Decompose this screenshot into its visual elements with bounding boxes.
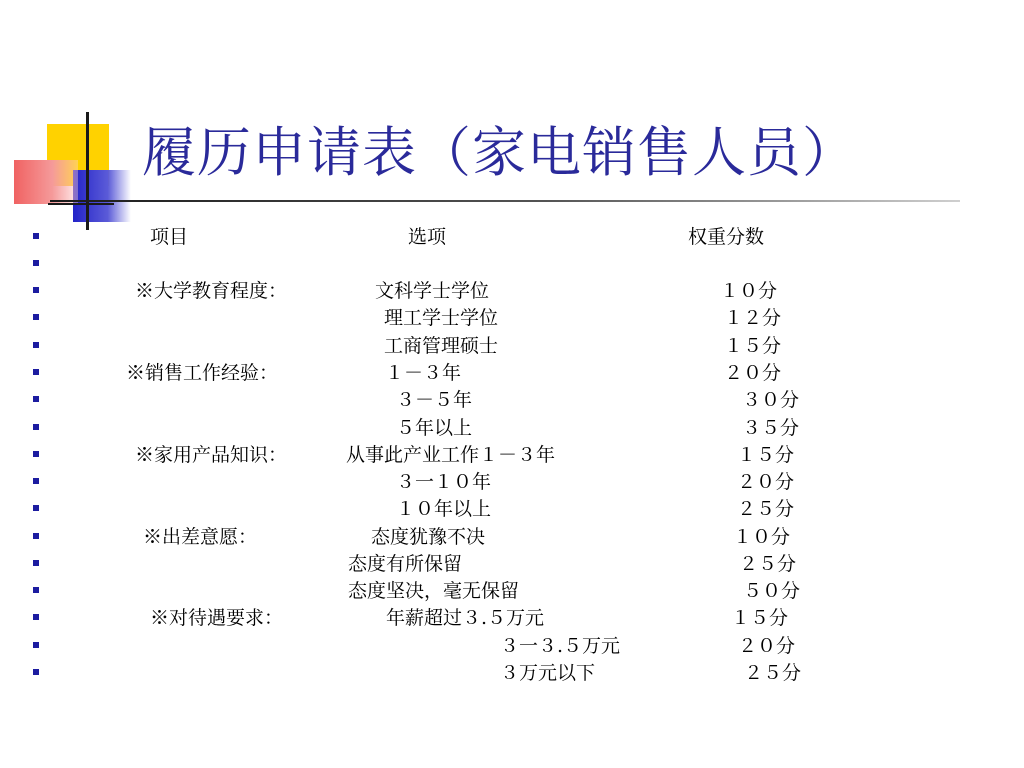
row-score: ３０分 (742, 389, 800, 411)
row-score: ２５分 (744, 662, 802, 684)
deco-horizontal-line (48, 203, 114, 205)
table-row (0, 496, 1024, 523)
table-row (0, 251, 1024, 278)
row-item: ※对待遇要求： (150, 607, 284, 629)
bullet-icon (33, 533, 39, 539)
table-row (0, 578, 1024, 605)
table-row (0, 360, 1024, 387)
row-option: 从事此产业工作１－３年 (346, 444, 556, 466)
bullet-icon (33, 369, 39, 375)
bullet-icon (33, 260, 39, 266)
table-row (0, 551, 1024, 578)
row-option: 文科学士学位 (375, 280, 490, 302)
table-row (0, 278, 1024, 305)
deco-vertical-line (86, 112, 89, 230)
row-item: ※出差意愿： (143, 526, 258, 548)
row-option: ３万元以下 (500, 662, 596, 684)
table-row (0, 387, 1024, 414)
bullet-icon (33, 396, 39, 402)
row-score: １２分 (724, 307, 782, 329)
table-row (0, 605, 1024, 632)
table-row (0, 524, 1024, 551)
bullet-icon (33, 478, 39, 484)
row-score: ２５分 (737, 498, 795, 520)
bullet-icon (33, 287, 39, 293)
bullet-icon (33, 669, 39, 675)
row-option: 理工学士学位 (384, 307, 499, 329)
row-score: １５分 (724, 335, 782, 357)
deco-red-square (14, 160, 78, 204)
row-score: ２０分 (738, 635, 796, 657)
row-option: 态度犹豫不决 (371, 526, 486, 548)
row-option: ３一１０年 (396, 471, 492, 493)
header-option: 选项 (408, 226, 447, 248)
bullet-icon (33, 342, 39, 348)
row-option: １－３年 (385, 362, 462, 384)
bullet-icon (33, 314, 39, 320)
table-row (0, 469, 1024, 496)
bullet-icon (33, 505, 39, 511)
row-item: ※大学教育程度： (135, 280, 288, 302)
row-item: ※家用产品知识： (135, 444, 288, 466)
row-option: ３一３.５万元 (500, 635, 621, 657)
row-score: ３５分 (742, 417, 800, 439)
row-option: 态度坚决，毫无保留 (348, 580, 520, 602)
row-item: ※销售工作经验： (126, 362, 279, 384)
bullet-icon (33, 233, 39, 239)
table-row (0, 305, 1024, 332)
row-option: ３－５年 (396, 389, 473, 411)
row-score: ２０分 (737, 471, 795, 493)
bullet-icon (33, 642, 39, 648)
bullet-icon (33, 614, 39, 620)
row-score: ２５分 (739, 553, 797, 575)
table-row (0, 660, 1024, 687)
row-score: １５分 (737, 444, 795, 466)
table-row (0, 415, 1024, 442)
bullet-icon (33, 424, 39, 430)
page-title: 履历申请表（家电销售人员） (142, 121, 857, 184)
title-underline (50, 200, 960, 202)
row-score: ５０分 (743, 580, 801, 602)
bullet-icon (33, 560, 39, 566)
row-option: 工商管理硕士 (384, 335, 499, 357)
bullet-icon (33, 451, 39, 457)
row-score: １０分 (720, 280, 778, 302)
table-row (0, 633, 1024, 660)
header-score: 权重分数 (688, 226, 765, 248)
row-option: 年薪超过３.５万元 (386, 607, 545, 629)
row-score: １５分 (731, 607, 789, 629)
bullet-icon (33, 587, 39, 593)
row-score: １０分 (733, 526, 791, 548)
row-option: ５年以上 (396, 417, 473, 439)
header-item: 项目 (150, 226, 189, 248)
table-row (0, 442, 1024, 469)
row-option: １０年以上 (396, 498, 492, 520)
table-row (0, 333, 1024, 360)
row-score: ２０分 (724, 362, 782, 384)
header-row (0, 224, 1024, 251)
deco-blue-square (73, 170, 131, 222)
row-option: 态度有所保留 (348, 553, 463, 575)
